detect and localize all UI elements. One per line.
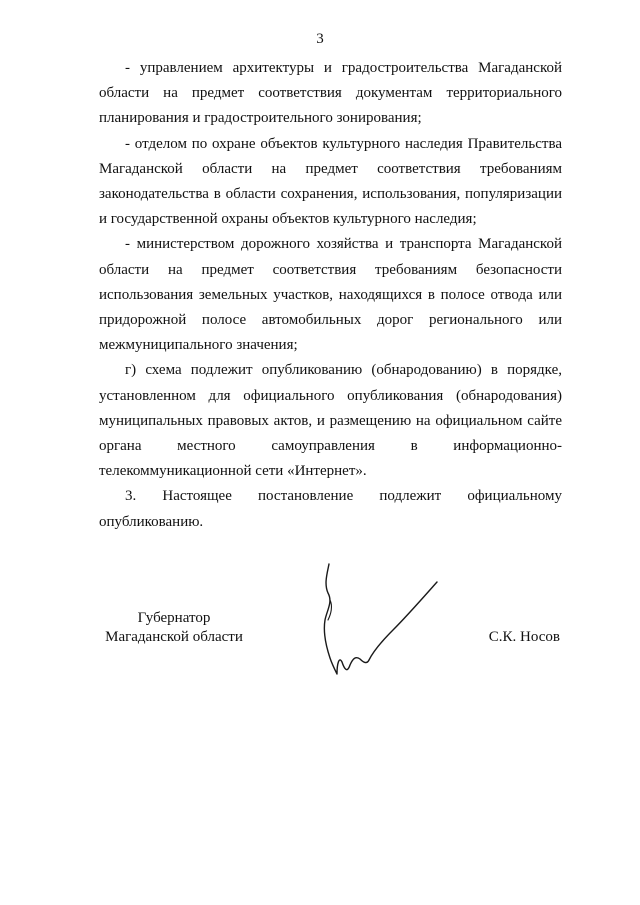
paragraph-cultural-heritage-department: - отделом по охране объектов культурного наследия Правительства Магаданской области на предмет соответствия требованиям законодательства в области сохранения, использования, популяризации и государственной охраны объектов культурного наследия; bbox=[99, 135, 562, 228]
paragraph-official-publication: 3. Настоящее постановление подлежит официальному опубликованию. bbox=[99, 488, 562, 530]
paragraph-road-ministry: - министерством дорожного хозяйства и транспорта Магаданской области на предмет соответствия требованиям безопасности использования земельных участков, находящихся в полосе отвода или придорожной полосе автомобильных дорог регионального или межмуниципального значения; bbox=[99, 236, 562, 354]
page-number: 3 bbox=[316, 31, 324, 47]
signatory-title-line-2: Магаданской области bbox=[105, 629, 243, 645]
signatory-name: С.К. Носов bbox=[488, 629, 560, 645]
signatory-title-line-1: Губернатор bbox=[137, 610, 211, 626]
document-body bbox=[99, 56, 562, 535]
signatory-title bbox=[99, 609, 249, 647]
handwritten-signature bbox=[315, 560, 440, 680]
paragraph-publication-of-scheme: г) схема подлежит опубликованию (обнародованию) в порядке, установленном для официального опубликования (обнародования) муниципальных правовых актов, и размещению на официальном сайте органа местного самоуправления в информационно-телекоммуникационной сети «Интернет». bbox=[99, 362, 562, 480]
paragraph-architecture-department: - управлением архитектуры и градостроительства Магаданской области на предмет соответствия документам территориального планирования и градостроительного зонирования; bbox=[99, 60, 562, 127]
